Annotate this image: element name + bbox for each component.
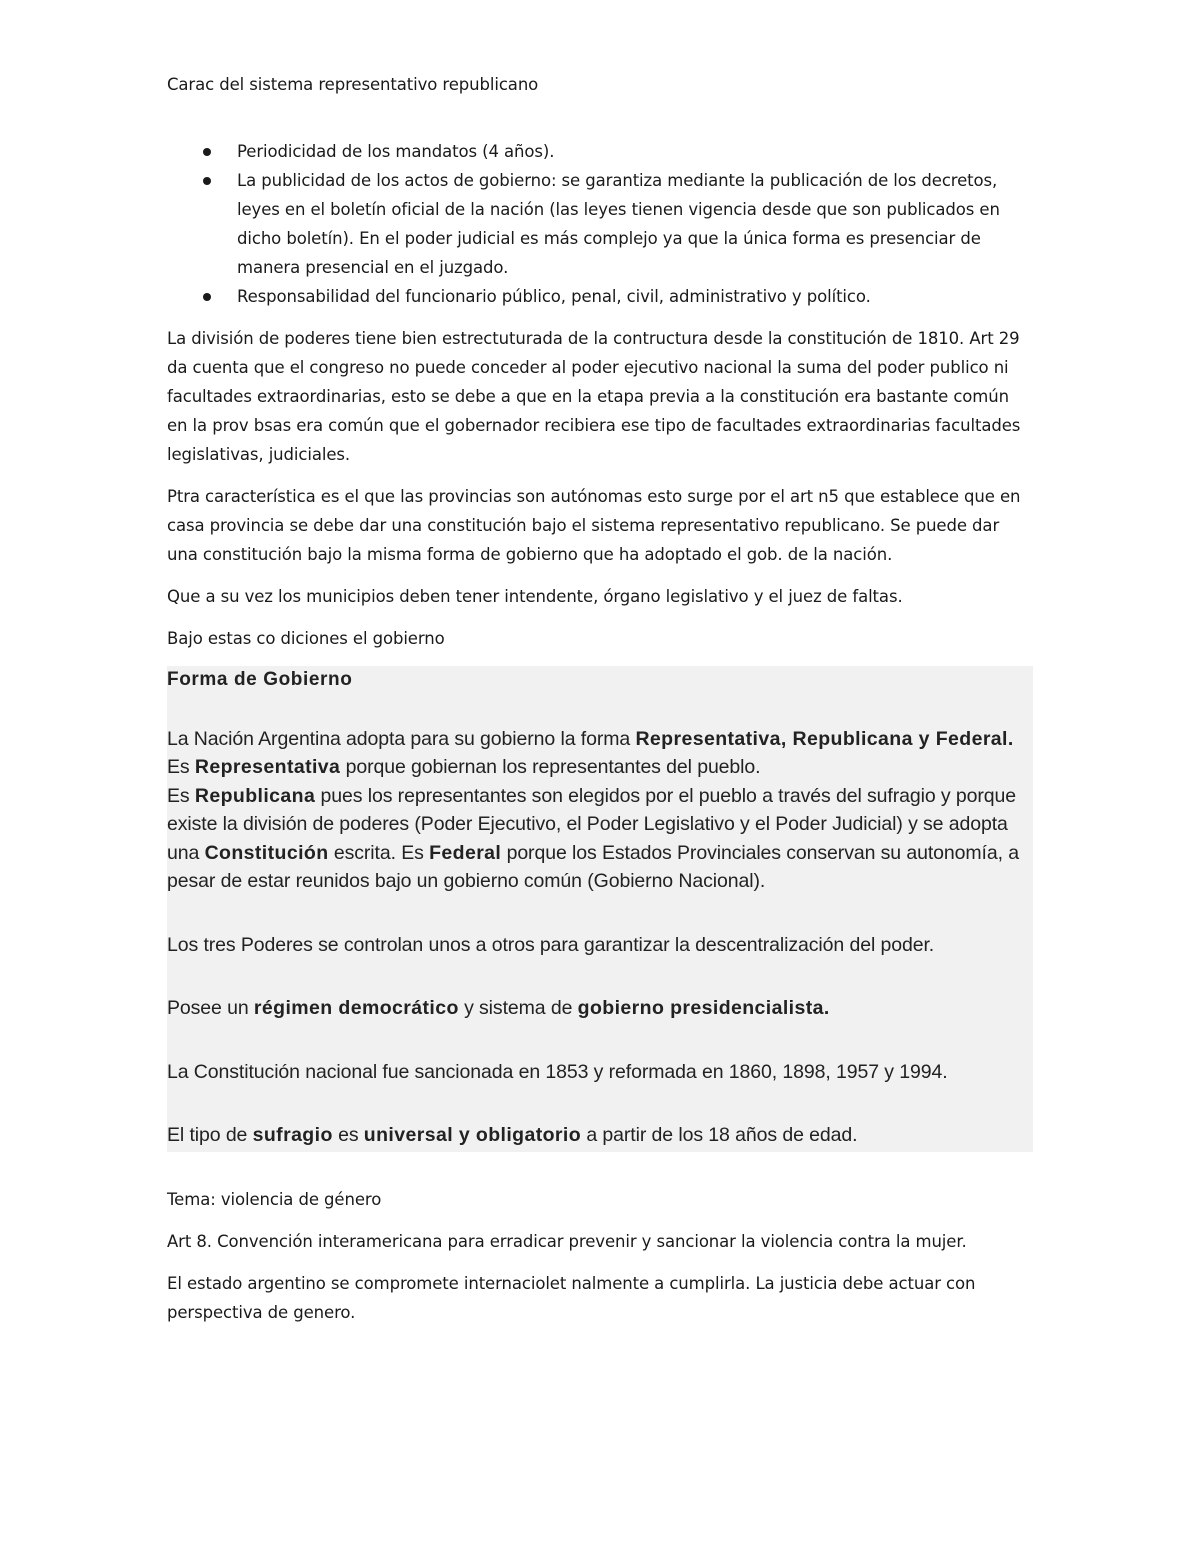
bold-span: Republicana <box>194 784 316 807</box>
paragraph-division-poderes: La división de poderes tiene bien estrectuturada de la contructura desde la constitución de 1810. Art 29 da cuenta que el congreso no puede conceder al poder ejecutivo nacional la suma del poder publico ni facultades extraordinarias, esto se debe a que en la etapa previa a la constitución era bastante común en la prov bsas era común que el gobernador recibiera ese tipo de facultades extraordinarias facultades legislativas, judiciales. <box>167 329 1021 464</box>
characteristics-list <box>167 137 1033 311</box>
list-item <box>167 166 1033 282</box>
text-span: es <box>332 1124 364 1146</box>
box-paragraph-forma <box>167 725 1021 896</box>
bold-span: Constitución <box>204 841 329 864</box>
bold-span: universal y obligatorio <box>363 1124 582 1146</box>
paragraph-municipios: Que a su vez los municipios deben tener intendente, órgano legislativo y el juez de faltas. <box>167 587 903 606</box>
bold-span: régimen democrático <box>253 997 459 1019</box>
box-title: Forma de Gobierno <box>167 669 353 690</box>
paragraph-estado-argentino: El estado argentino se compromete internaciolet nalmente a cumplirla. La justicia debe actuar con perspectiva de genero. <box>167 1273 976 1322</box>
text-span: El tipo de <box>167 1124 253 1146</box>
paragraph-bajo-estas: Bajo estas co diciones el gobierno <box>167 629 445 648</box>
bold-span: Federal <box>429 841 502 864</box>
bold-span: sufragio <box>252 1124 333 1146</box>
box-paragraph-sufragio <box>167 1121 1021 1152</box>
text-span: Es <box>167 784 195 807</box>
text-span: y sistema de <box>458 997 578 1019</box>
list-item <box>167 282 1033 311</box>
bold-span: Representativa, Republicana y Federal. <box>635 727 1014 750</box>
text-span: Posee un <box>167 997 254 1019</box>
bullet-icon <box>203 293 211 301</box>
text-span: Es <box>167 756 195 778</box>
box-paragraph-constitucion: La Constitución nacional fue sancionada en 1853 y reformada en 1860, 1898, 1957 y 1994. <box>167 1060 948 1083</box>
document-title: Carac del sistema representativo republicano <box>167 75 539 94</box>
bullet-icon <box>203 148 211 156</box>
box-paragraph-regimen <box>167 994 1021 1023</box>
text-span: porque gobiernan los representantes del pueblo. <box>340 756 761 778</box>
text-span: a partir de los 18 años de edad. <box>581 1124 858 1146</box>
text-span: La Nación Argentina adopta para su gobierno la forma <box>167 727 636 750</box>
paragraph-art-8: Art 8. Convención interamericana para erradicar prevenir y sancionar la violencia contra la mujer. <box>167 1231 967 1251</box>
list-item-text: Periodicidad de los mandatos (4 años). <box>237 142 555 161</box>
paragraph-tema: Tema: violencia de género <box>167 1189 382 1209</box>
bullet-icon <box>203 177 211 185</box>
forma-de-gobierno-box <box>167 666 1033 1152</box>
list-item-text: La publicidad de los actos de gobierno: se garantiza mediante la publicación de los decretos, leyes en el boletín oficial de la nación (las leyes tienen vigencia desde que son publicados en dicho boletín). En el poder judicial es más complejo ya que la única forma es presenciar de manera presencial en el juzgado. <box>237 171 1000 277</box>
list-item-text: Responsabilidad del funcionario público, penal, civil, administrativo y político. <box>237 287 871 306</box>
list-item <box>167 137 1033 166</box>
document-page <box>167 70 1033 1340</box>
bold-span: Representativa <box>194 756 341 778</box>
paragraph-provincias: Ptra característica es el que las provincias son autónomas esto surge por el art n5 que establece que en casa provincia se debe dar una constitución bajo el sistema representativo republicano. Se puede dar una constitución bajo la misma forma de gobierno que ha adoptado el gob. de la nación. <box>167 487 1021 564</box>
bold-span: gobierno presidencialista. <box>577 997 830 1019</box>
text-span: porque los Estados Provinciales conservan su autonomía, a pesar de estar reunidos bajo un gobierno común (Gobierno Nacional). <box>167 841 1019 892</box>
text-span: pues los representantes son elegidos por el pueblo a través del sufragio y porque existe la división de poderes (Poder Ejecutivo, el Poder Legislativo y el Poder Judicial) y se adopta una <box>167 784 1016 864</box>
box-paragraph-poderes: Los tres Poderes se controlan unos a otros para garantizar la descentralización del poder. <box>167 933 935 956</box>
text-span: escrita. Es <box>328 841 430 864</box>
